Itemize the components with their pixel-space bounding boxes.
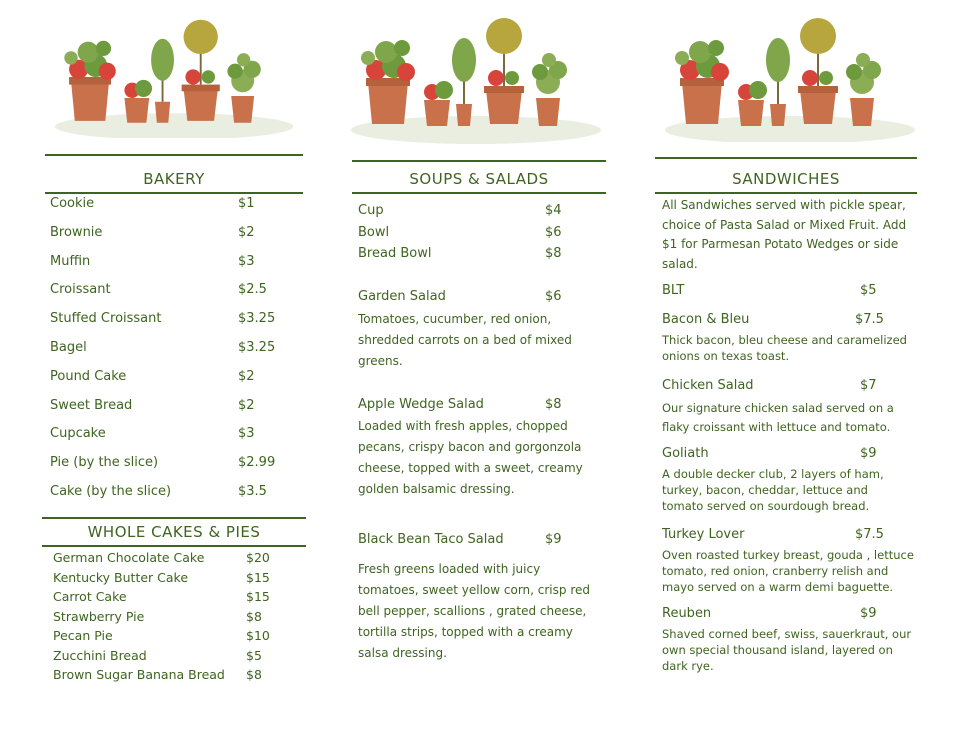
divider [42, 517, 306, 519]
menu-item-price: $8 [545, 246, 562, 261]
menu-item-name: Cake (by the slice) [50, 484, 172, 499]
menu-item-name: Brownie [50, 224, 103, 240]
menu-item-price: $20 [246, 550, 270, 565]
menu-item-price: $2.5 [238, 282, 267, 298]
menu-item-description: Oven roasted turkey breast, gouda , lettuce tomato, red onion, cranberry relish and mayo served on a warm demi baguette. [662, 548, 914, 594]
potted-plants-illustration [660, 12, 920, 142]
menu-item-price: $3.5 [238, 484, 267, 499]
menu-item-price: $5 [860, 283, 877, 298]
menu-item-name: Croissant [50, 282, 111, 298]
menu-item-name: Muffin [50, 253, 91, 269]
menu-item-price: $2 [238, 397, 255, 413]
menu-item-name: Brown Sugar Banana Bread [53, 667, 225, 682]
menu-item-name: Black Bean Taco Salad [358, 532, 504, 547]
menu-item-name: Zucchini Bread [53, 647, 147, 663]
potted-plants-illustration [44, 14, 304, 138]
menu-item-price: $15 [246, 569, 270, 585]
menu-item-price: $3 [238, 253, 255, 269]
menu-item-name: Stuffed Croissant [50, 311, 162, 327]
menu-item-price: $3.25 [238, 340, 276, 355]
menu-item-name: Cupcake [50, 426, 106, 442]
menu-item-name: Bread Bowl [358, 246, 432, 261]
menu-item-name: BLT [662, 283, 685, 298]
menu-item-price: $6 [545, 289, 562, 304]
menu-item-name: Reuben [662, 606, 712, 621]
divider [352, 160, 606, 162]
menu-item-name: Bacon & Bleu [662, 312, 750, 327]
menu-item-description: Shaved corned beef, swiss, sauerkraut, our own special thousand island, layered on dark rye. [662, 627, 912, 673]
menu-item-price: $3.25 [238, 311, 276, 327]
menu-item-price: $9 [545, 532, 562, 547]
menu-item-name: Sweet Bread [50, 397, 133, 413]
menu-item-name: Kentucky Butter Cake [53, 569, 189, 585]
menu-item-name: Cookie [50, 196, 95, 211]
menu-item-price: $1 [238, 196, 255, 211]
sandwiches-intro: All Sandwiches served with pickle spear, choice of Pasta Salad or Mixed Fruit. Add $1 for Parmesan Potato Wedges or side salad. [662, 198, 907, 271]
menu-item-name: Pie (by the slice) [50, 455, 159, 471]
divider [655, 192, 917, 194]
section-title-bakery: BAKERY [143, 170, 205, 188]
menu-item-name: German Chocolate Cake [53, 550, 205, 565]
section-title-whole-cakes: WHOLE CAKES & PIES [87, 523, 261, 541]
divider [45, 154, 303, 156]
menu-item-description: Our signature chicken salad served on a flaky croissant with lettuce and tomato. [662, 401, 894, 434]
menu-item-name: Carrot Cake [53, 589, 127, 604]
menu-item-name: Pecan Pie [53, 628, 113, 643]
menu-item-price: $6 [545, 224, 562, 240]
menu-item-description: A double decker club, 2 layers of ham, turkey, bacon, cheddar, lettuce and tomato served on sourdough bread. [662, 467, 884, 513]
menu-item-name: Bowl [358, 224, 390, 240]
menu-item-price: $7 [860, 378, 877, 393]
menu-item-price: $8 [246, 667, 262, 682]
menu-item-price: $2.99 [238, 455, 276, 471]
menu-item-price: $9 [860, 606, 877, 621]
menu-item-name: Pound Cake [50, 368, 127, 384]
menu-item-price: $9 [860, 446, 877, 461]
menu-item-description: Tomatoes, cucumber, red onion, shredded carrots on a bed of mixed greens. [358, 312, 572, 368]
divider [655, 157, 917, 159]
menu-item-name: Garden Salad [358, 289, 446, 304]
menu-item-price: $3 [238, 426, 255, 442]
menu-item-price: $7.5 [855, 527, 884, 542]
menu-item-description: Loaded with fresh apples, chopped pecans, crispy bacon and gorgonzola cheese, topped with a sweet, creamy golden balsamic dressing. [358, 419, 583, 496]
section-title-sandwiches: SANDWICHES [732, 170, 840, 188]
menu-item-description: Fresh greens loaded with juicy tomatoes, sweet yellow corn, crisp red bell pepper, scallions , grated cheese, tortilla strips, topped with a creamy salsa dressing. [358, 562, 590, 660]
menu-item-name: Bagel [50, 340, 87, 355]
menu-item-price: $5 [246, 647, 262, 663]
menu-item-description: Thick bacon, bleu cheese and caramelized onions on texas toast. [662, 333, 907, 363]
menu-item-price: $2 [238, 224, 255, 240]
menu-item-price: $7.5 [855, 312, 884, 327]
menu-item-name: Apple Wedge Salad [358, 397, 484, 412]
divider [352, 192, 606, 194]
menu-item-name: Chicken Salad [662, 378, 754, 393]
section-title-soups-salads: SOUPS & SALADS [409, 170, 549, 188]
menu-item-price: $2 [238, 368, 255, 384]
menu-item-price: $8 [246, 608, 262, 624]
menu-item-name: Strawberry Pie [53, 608, 145, 624]
divider [45, 192, 303, 194]
potted-plants-illustration [346, 10, 606, 144]
menu-item-name: Turkey Lover [662, 527, 745, 542]
menu-item-name: Goliath [662, 446, 709, 461]
menu-item-price: $4 [545, 203, 562, 218]
menu-item-name: Cup [358, 203, 384, 218]
menu-item-price: $10 [246, 628, 270, 643]
menu-item-price: $8 [545, 397, 562, 412]
divider [42, 545, 306, 547]
menu-item-price: $15 [246, 589, 270, 604]
